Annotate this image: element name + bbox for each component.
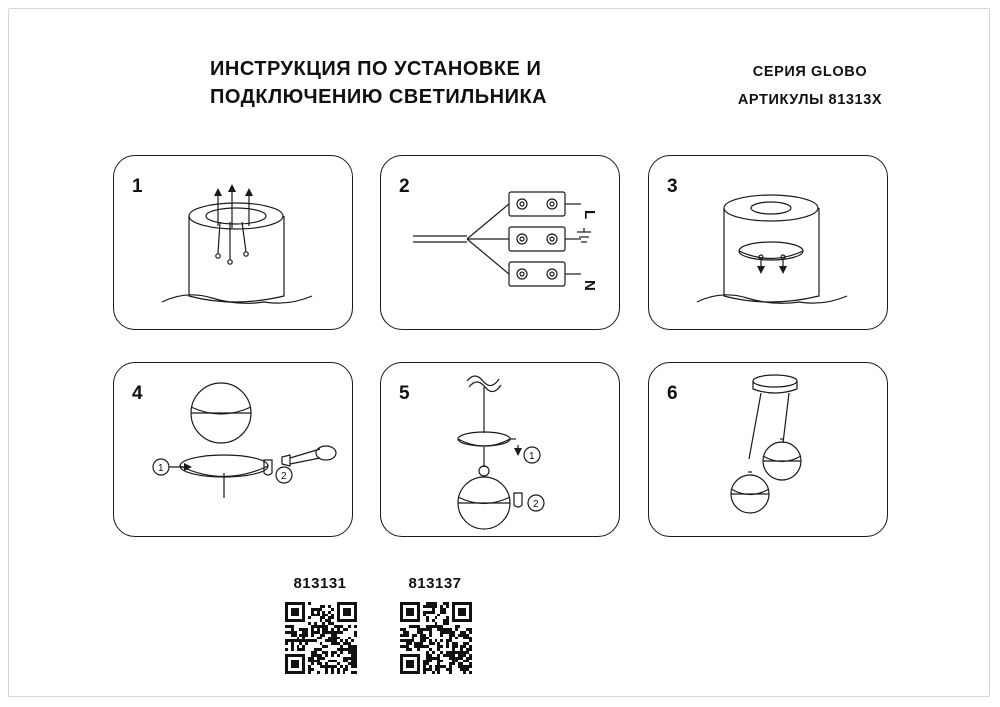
step-illustration-2 (381, 156, 621, 331)
terminal-label-n: N (581, 280, 598, 291)
page-title (210, 55, 630, 111)
step-box-4 (113, 362, 353, 537)
qr-code-813137 (400, 602, 472, 674)
callout-4-one: 1 (158, 463, 164, 474)
step-number-1: 1 (132, 176, 143, 197)
page-title-line-2: ПОДКЛЮЧЕНИЮ СВЕТИЛЬНИКА (210, 86, 548, 108)
qr-code-813131 (285, 602, 357, 674)
step-illustration-6 (649, 363, 889, 538)
step-illustration-3 (649, 156, 889, 331)
page-title-line-1: ИНСТРУКЦИЯ ПО УСТАНОВКЕ И (210, 58, 542, 80)
step-number-4: 4 (132, 383, 143, 404)
step-box-2 (380, 155, 620, 330)
callout-5-one: 1 (529, 451, 535, 462)
qr-label-813131: 813131 (293, 575, 347, 592)
step-box-1 (113, 155, 353, 330)
step-number-6: 6 (667, 383, 678, 404)
callout-4-two: 2 (281, 471, 287, 482)
series-label: СЕРИЯ GLOBO (752, 64, 868, 80)
step-illustration-4 (114, 363, 354, 538)
step-illustration-1 (114, 156, 354, 331)
qr-label-813137: 813137 (408, 575, 462, 592)
callout-5-two: 2 (533, 499, 539, 510)
step-box-3 (648, 155, 888, 330)
step-number-2: 2 (399, 176, 410, 197)
step-box-5 (380, 362, 620, 537)
step-box-6 (648, 362, 888, 537)
terminal-label-l: L (581, 210, 598, 220)
series-info (660, 58, 960, 114)
step-number-3: 3 (667, 176, 678, 197)
step-number-5: 5 (399, 383, 410, 404)
article-label: АРТИКУЛЫ 81313X (737, 92, 883, 108)
step-illustration-5 (381, 363, 621, 538)
